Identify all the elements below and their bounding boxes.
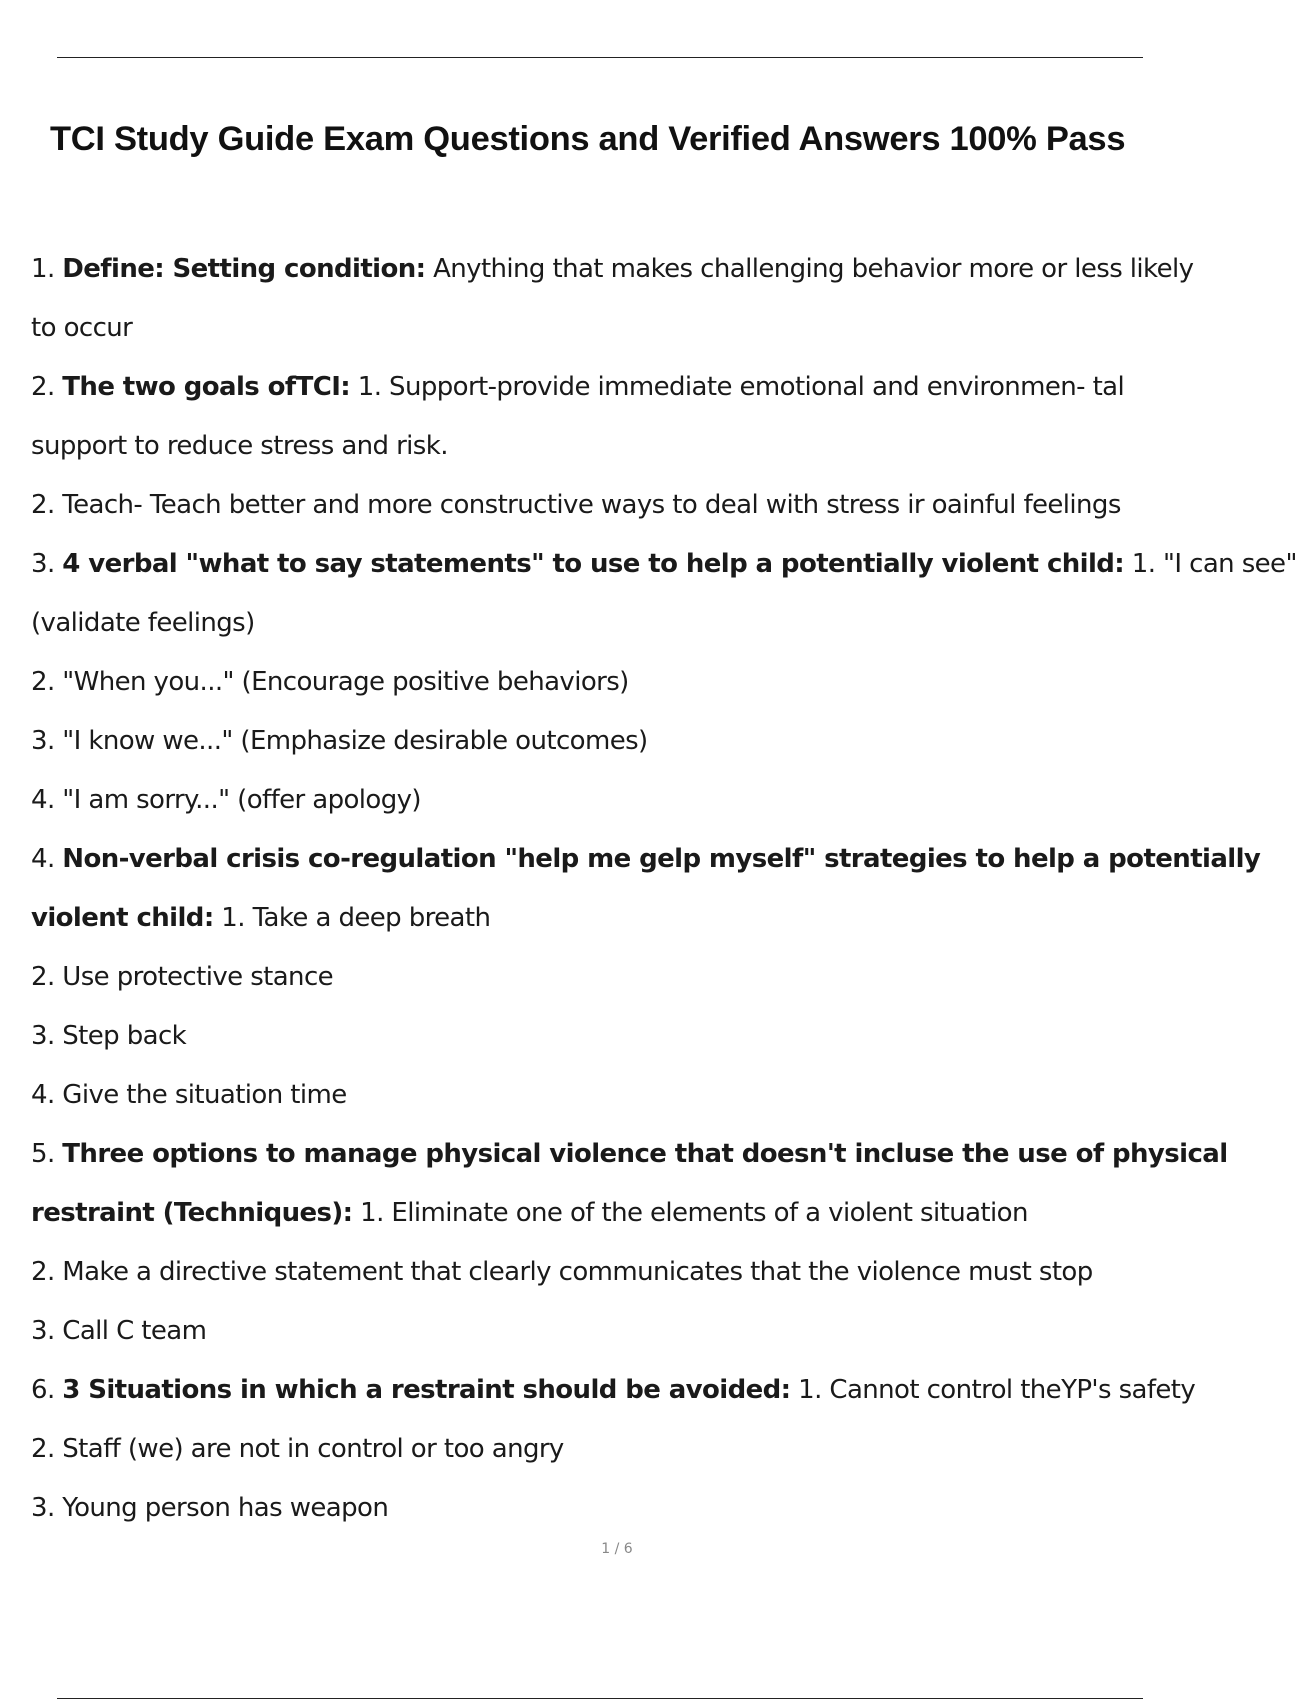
answer-text: 3. Young person has weapon [31, 1493, 389, 1523]
study-guide-content [31, 240, 1297, 1538]
answer-text: 4. "I am sorry..." (offer apology) [31, 785, 421, 815]
text-line [31, 771, 1191, 830]
text-line [31, 712, 1191, 771]
page-number: 1 / 6 [601, 1541, 633, 1557]
text-line [31, 1184, 1191, 1243]
text-line [31, 1420, 1191, 1479]
text-line [31, 1066, 1191, 1125]
answer-text: 1. Eliminate one of the elements of a violent situation [360, 1198, 1028, 1228]
page-title: TCI Study Guide Exam Questions and Verified Answers 100% Pass [50, 120, 1126, 158]
answer-text: 3. Call C team [31, 1316, 207, 1346]
item-number: 4. [31, 844, 55, 874]
question-label: restraint (Techniques): [31, 1198, 353, 1228]
answer-text: 3. "I know we..." (Emphasize desirable outcomes) [31, 726, 648, 756]
question-label: 4 verbal "what to say statements" to use to help a potentially violent child: [62, 549, 1125, 579]
question-label: The two goals ofTCI: [62, 372, 351, 402]
answer-text: 1. Take a deep breath [221, 903, 491, 933]
text-line [31, 1125, 1228, 1184]
answer-text: 2. Teach- Teach better and more constructive ways to deal with stress ir oainful feelings [31, 490, 1121, 520]
text-line [31, 358, 1191, 417]
item-number: 5. [31, 1139, 55, 1169]
answer-text: (validate feelings) [31, 608, 255, 638]
answer-text: 1. Support-provide immediate emotional and environmen- tal [357, 372, 1125, 402]
text-line [31, 1302, 1191, 1361]
text-line [31, 653, 1191, 712]
text-line [31, 535, 1297, 594]
question-label: violent child: [31, 903, 214, 933]
text-line [31, 417, 1191, 476]
text-line [31, 1243, 1191, 1302]
answer-text: 2. "When you..." (Encourage positive behaviors) [31, 667, 629, 697]
answer-text: 2. Staff (we) are not in control or too angry [31, 1434, 564, 1464]
bottom-divider [57, 1698, 1143, 1699]
text-line [31, 830, 1261, 889]
text-line [31, 1361, 1196, 1420]
text-line [31, 476, 1191, 535]
answer-text: to occur [31, 313, 133, 343]
item-number: 3. [31, 549, 55, 579]
answer-text: 3. Step back [31, 1021, 187, 1051]
answer-text: 2. Use protective stance [31, 962, 334, 992]
answer-text: 4. Give the situation time [31, 1080, 347, 1110]
text-line [31, 1479, 1191, 1538]
question-label: Define: Setting condition: [62, 254, 426, 284]
answer-text: 1. Cannot control theYP's safety [798, 1375, 1196, 1405]
text-line [31, 240, 1194, 299]
item-number: 6. [31, 1375, 55, 1405]
question-label: Non-verbal crisis co-regulation "help me gelp myself" strategies to help a potentially [62, 844, 1261, 874]
item-number: 1. [31, 254, 55, 284]
text-line [31, 594, 1191, 653]
top-divider [57, 57, 1143, 58]
item-number: 2. [31, 372, 55, 402]
text-line [31, 299, 1191, 358]
answer-text: 2. Make a directive statement that clearly communicates that the violence must stop [31, 1257, 1093, 1287]
answer-text: support to reduce stress and risk. [31, 431, 448, 461]
question-label: Three options to manage physical violence that doesn't incluse the use of physical [62, 1139, 1228, 1169]
question-label: 3 Situations in which a restraint should be avoided: [62, 1375, 791, 1405]
answer-text: 1. "I can see" [1131, 549, 1297, 579]
text-line [31, 889, 1191, 948]
text-line [31, 948, 1191, 1007]
text-line [31, 1007, 1191, 1066]
answer-text: Anything that makes challenging behavior more or less likely [433, 254, 1194, 284]
